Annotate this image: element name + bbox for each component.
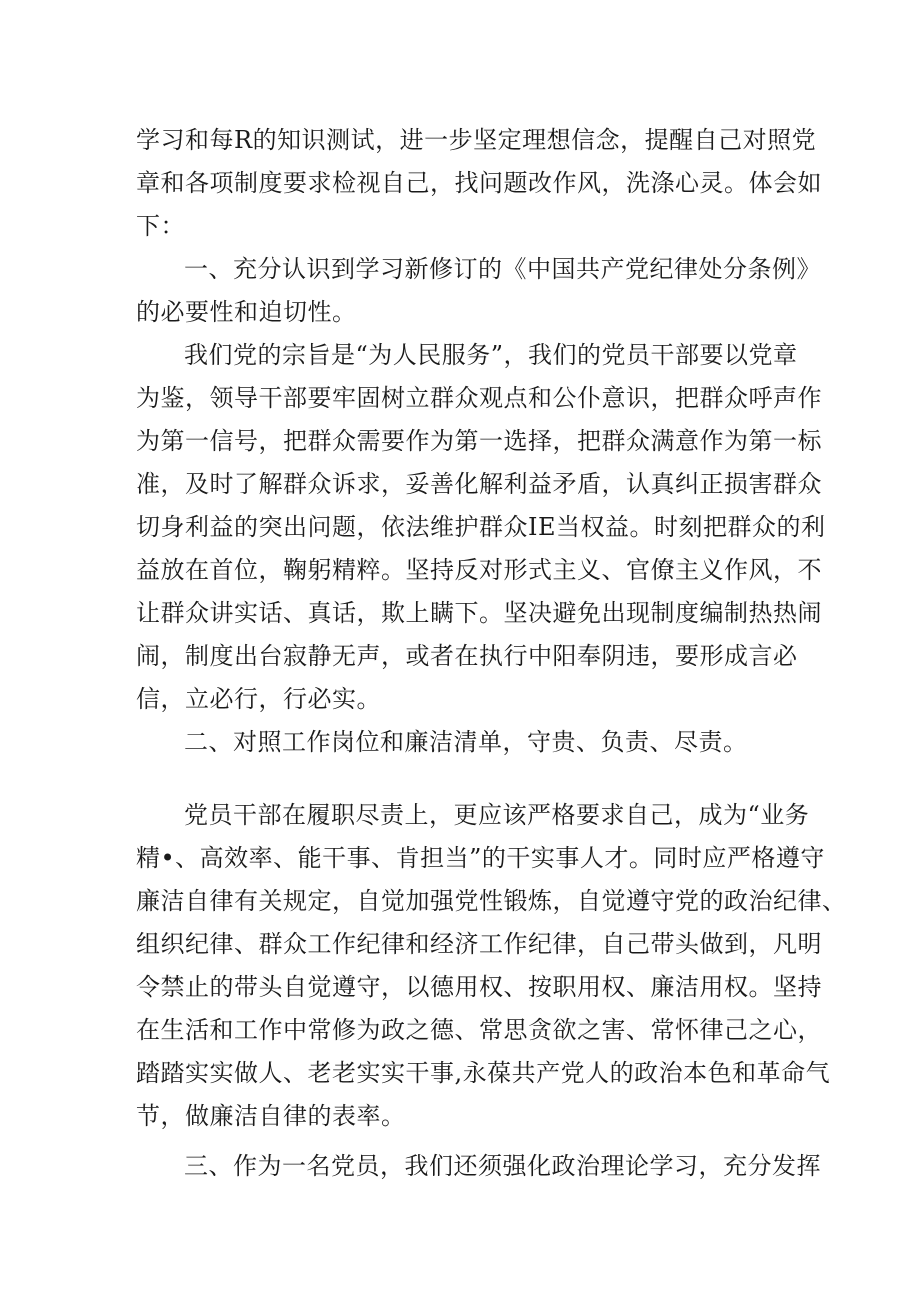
- text-line: 踏踏实实做人、老老实实干事,永葆共产党人的政治本色和革命气: [136, 1059, 831, 1087]
- text-line: 章和各项制度要求检视自己，找问题改作风，洗涤心灵。体会如: [136, 169, 822, 197]
- text-line: 下：: [136, 212, 185, 240]
- text-line: 信，立必行，行必实。: [136, 685, 381, 713]
- text-line: 为鉴，领导干部要牢固树立群众观点和公仆意识，把群众呼声作: [136, 384, 822, 412]
- section-heading-3: 三、作为一名党员，我们还须强化政治理论学习，充分发挥: [184, 1152, 821, 1180]
- text-line: 我们党的宗旨是“为人民服务”，我们的党员干部要以党章: [184, 341, 798, 369]
- section-heading-2: 二、对照工作岗位和廉洁清单，守贵、负责、尽责。: [184, 728, 748, 756]
- text-line: 在生活和工作中常修为政之德、常思贪欲之害、常怀律己之心，: [136, 1016, 822, 1044]
- text-line: 闹，制度出台寂静无声，或者在执行中阳奉阴违，要形成言必: [136, 642, 798, 670]
- text-line: 组织纪律、群众工作纪律和经济工作纪律，自己带头做到，凡明: [136, 930, 822, 958]
- section-heading-1-cont: 的必要性和迫切性。: [136, 298, 357, 326]
- section-heading-1: 一、充分认识到学习新修订的《中国共产党纪律处分条例》: [184, 255, 821, 283]
- text-line: 学习和每R的知识测试，进一步坚定理想信念，提醒自己对照党: [136, 126, 817, 154]
- text-line: 节，做廉洁自律的表率。: [136, 1102, 406, 1130]
- text-line: 精•、高效率、能干事、肯担当”的干实事人才。同时应严格遵守: [136, 844, 825, 872]
- text-line: 让群众讲实话、真话，欺上瞒下。坚决避免出现制度编制热热闹: [136, 599, 822, 627]
- text-line: 廉洁自律有关规定，自觉加强党性锻炼，自觉遵守党的政治纪律、: [136, 887, 847, 915]
- text-line: 切身利益的突出问题，依法维护群众IE当权益。时刻把群众的利: [136, 513, 826, 541]
- text-line: 党员干部在履职尽责上，更应该严格要求自己，成为“业务: [184, 801, 810, 829]
- text-line: 为第一信号，把群众需要作为第一选择，把群众满意作为第一标: [136, 427, 822, 455]
- text-line: 令禁止的带头自觉遵守，以德用权、按职用权、廉洁用权。坚持: [136, 973, 822, 1001]
- text-line: 益放在首位，鞠躬精粹。坚持反对形式主义、官僚主义作风，不: [136, 556, 822, 584]
- text-line: 准，及时了解群众诉求，妥善化解利益矛盾，认真纠正损害群众: [136, 470, 822, 498]
